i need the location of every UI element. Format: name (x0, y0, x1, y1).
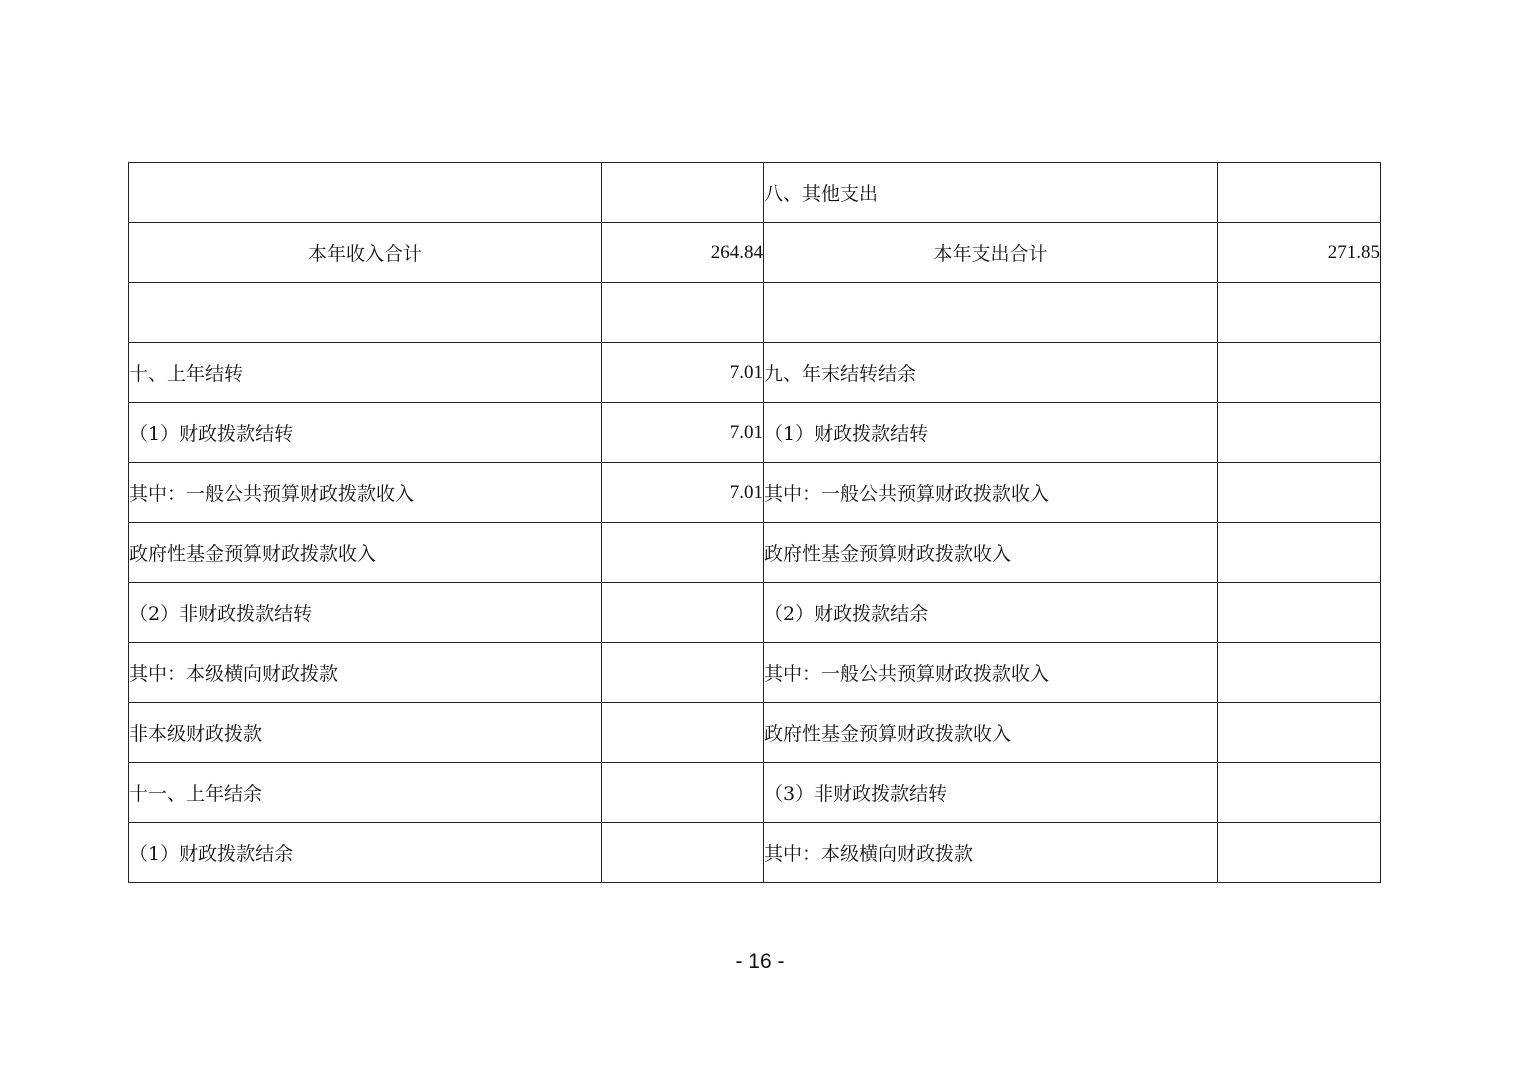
right-value-cell (1218, 643, 1381, 703)
page-number: - 16 - (735, 950, 785, 973)
left-label-cell: （2）非财政拨款结转 (129, 583, 602, 643)
table-row (129, 643, 1381, 703)
left-label-cell: 其中：本级横向财政拨款 (129, 643, 602, 703)
left-label-cell: 政府性基金预算财政拨款收入 (129, 523, 602, 583)
left-label-cell: 非本级财政拨款 (129, 703, 602, 763)
right-value-cell (1218, 703, 1381, 763)
income-total-label: 本年收入合计 (129, 223, 602, 283)
left-value-cell (602, 583, 764, 643)
right-label-cell: （3）非财政拨款结转 (764, 763, 1218, 823)
table-row (129, 823, 1381, 883)
table-row (129, 343, 1381, 403)
left-value-cell: 7.01 (602, 343, 764, 403)
left-label-cell (129, 163, 602, 223)
right-value-cell (1218, 463, 1381, 523)
income-total-value: 264.84 (602, 223, 764, 283)
expense-total-value: 271.85 (1218, 223, 1381, 283)
table-row (129, 163, 1381, 223)
budget-table (128, 162, 1381, 883)
table-row (129, 703, 1381, 763)
right-label-cell: 其中：一般公共预算财政拨款收入 (764, 463, 1218, 523)
right-value-cell (1218, 523, 1381, 583)
table-row (129, 523, 1381, 583)
right-label-cell: 政府性基金预算财政拨款收入 (764, 523, 1218, 583)
right-value-cell (1218, 763, 1381, 823)
right-value-cell (1218, 403, 1381, 463)
left-value-cell (602, 643, 764, 703)
right-label-cell: （1）财政拨款结转 (764, 403, 1218, 463)
right-value-cell (1218, 343, 1381, 403)
left-value-cell (602, 283, 764, 343)
left-value-cell (602, 763, 764, 823)
left-label-cell: 十一、上年结余 (129, 763, 602, 823)
right-label-cell: 其中：一般公共预算财政拨款收入 (764, 643, 1218, 703)
left-label-cell (129, 283, 602, 343)
left-value-cell (602, 823, 764, 883)
table-row (129, 223, 1381, 283)
left-label-cell: （1）财政拨款结转 (129, 403, 602, 463)
right-label-cell: 九、年末结转结余 (764, 343, 1218, 403)
left-value-cell: 7.01 (602, 463, 764, 523)
right-label-cell: 政府性基金预算财政拨款收入 (764, 703, 1218, 763)
right-label-cell: 八、其他支出 (764, 163, 1218, 223)
right-value-cell (1218, 163, 1381, 223)
left-value-cell (602, 523, 764, 583)
right-value-cell (1218, 823, 1381, 883)
left-label-cell: 十、上年结转 (129, 343, 602, 403)
table-row (129, 583, 1381, 643)
right-label-cell (764, 283, 1218, 343)
right-value-cell (1218, 283, 1381, 343)
left-value-cell: 7.01 (602, 403, 764, 463)
left-label-cell: 其中：一般公共预算财政拨款收入 (129, 463, 602, 523)
table-row (129, 463, 1381, 523)
left-label-cell: （1）财政拨款结余 (129, 823, 602, 883)
right-label-cell: （2）财政拨款结余 (764, 583, 1218, 643)
table-row (129, 763, 1381, 823)
left-value-cell (602, 163, 764, 223)
right-value-cell (1218, 583, 1381, 643)
table-row (129, 403, 1381, 463)
left-value-cell (602, 703, 764, 763)
table-row (129, 283, 1381, 343)
right-label-cell: 其中：本级横向财政拨款 (764, 823, 1218, 883)
expense-total-label: 本年支出合计 (764, 223, 1218, 283)
